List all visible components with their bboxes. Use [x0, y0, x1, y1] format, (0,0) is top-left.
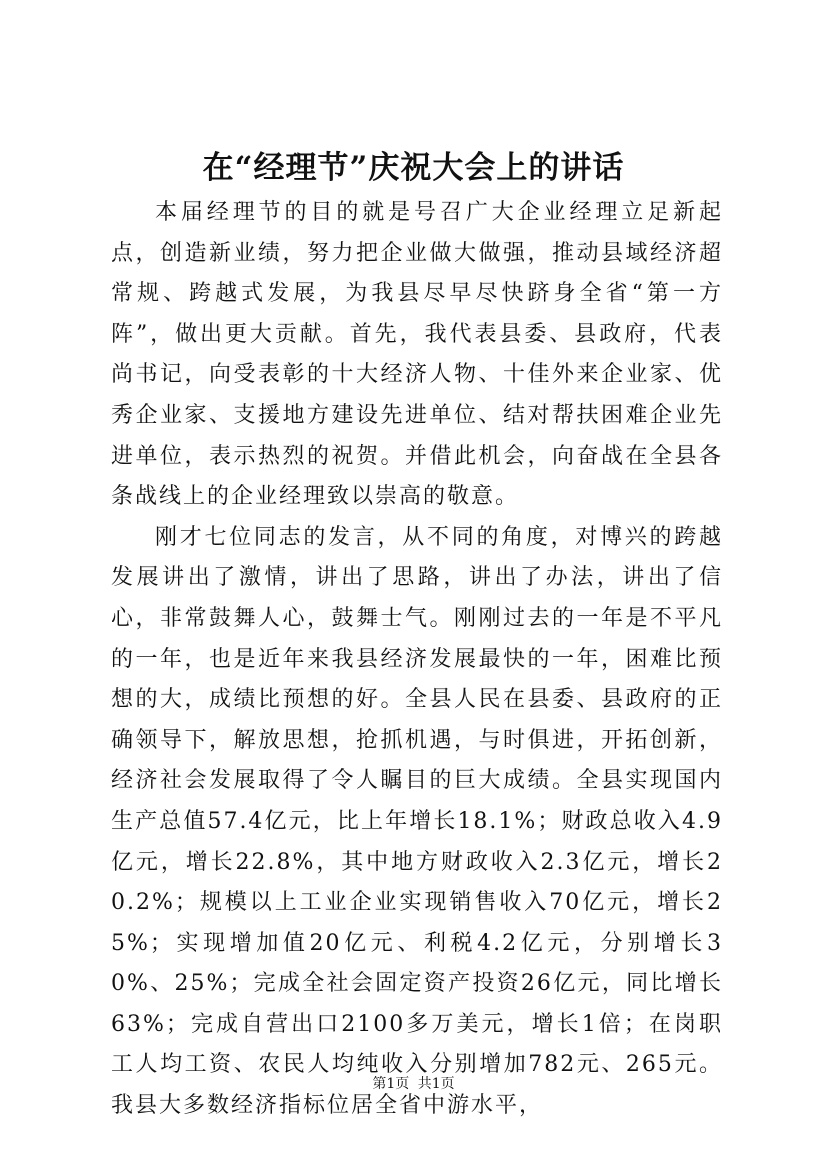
paragraph-2: 刚才七位同志的发言，从不同的角度，对博兴的跨越发展讲出了激情，讲出了思路，讲出了办法，讲出了信心，非常鼓舞人心，鼓舞士气。刚刚过去的一年是不平凡的一年，也是近年来我县经济发展最快的一年，困难比预想的大，成绩比预想的好。全县人民在县委、县政府的正确领导下，解放思想，抢抓机遇，与时俱进，开拓创新，经济社会发展取得了令人瞩目的巨大成绩。全县实现国内生产总值57.4亿元，比上年增长18.1%；财政总收入4.9亿元，增长22.8%，其中地方财政收入2.3亿元，增长20.2%；规模以上工业企业实现销售收入70亿元，增长25%；实现增加值20亿元、利税4.2亿元，分别增长30%、25%；完成全社会固定资产投资26亿元，同比增长63%；完成自营出口2100多万美元，增长1倍；在岗职工人均工资、农民人均纯收入分别增加782元、265元。我县大多数经济指标位居全省中游水平， [111, 524, 723, 1119]
paragraph-1: 本届经理节的目的就是号召广大企业经理立足新起点，创造新业绩，努力把企业做大做强，推动县域经济超常规、跨越式发展，为我县尽早尽快跻身全省“第一方阵”，做出更大贡献。首先，我代表县委、县政府，代表尚书记，向受表彰的十大经济人物、十佳外来企业家、优秀企业家、支援地方建设先进单位、结对帮扶困难企业先进单位，表示热烈的祝贺。并借此机会，向奋战在全县各条战线上的企业经理致以崇高的敬意。 [111, 200, 723, 510]
page-total: 共1页 [417, 1076, 455, 1092]
page-number: 第1页 [372, 1076, 410, 1092]
page-footer [0, 1074, 827, 1094]
document-title: 在“经理节”庆祝大会上的讲话 [202, 150, 625, 186]
document-body [111, 193, 723, 1127]
